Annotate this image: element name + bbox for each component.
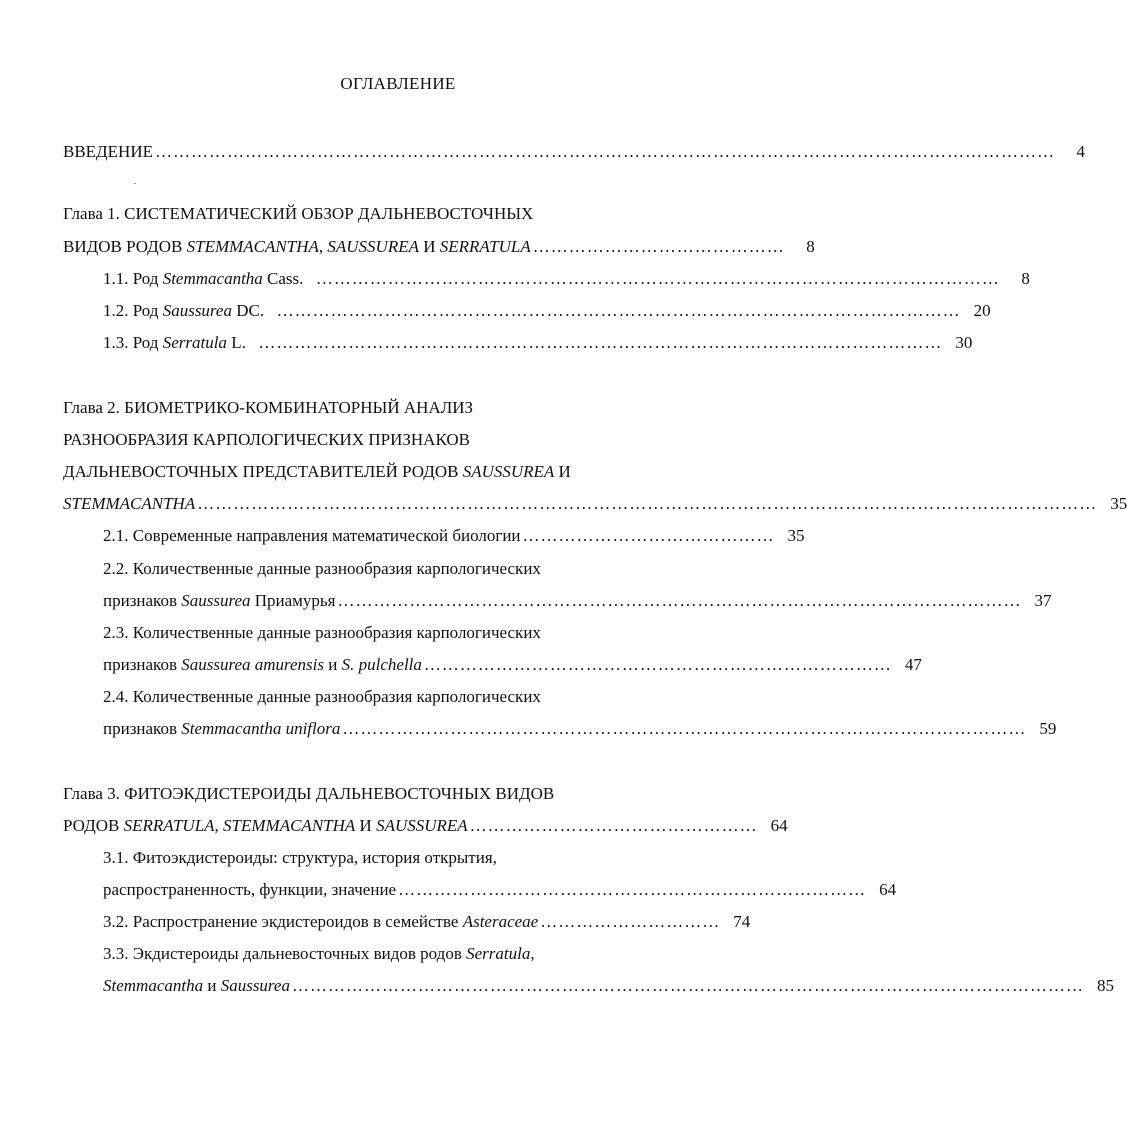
dot-leader: …………………………………………………………………………………………………………………………………… [197,494,1098,513]
toc-entry-1-3[interactable]: 1.3. Род Serratula L. …………………………………………………………………………………………………… 30 [103,331,680,355]
page-title: ОГЛАВЛЕНИЕ [340,74,456,93]
dot-leader: ………………………… [540,912,721,931]
toc-entry-label: ВВЕДЕНИЕ [63,142,153,161]
dot-leader: …………………………………… [532,237,785,256]
dot-leader: …………………………………………………………………… [398,880,867,899]
chapter-3-heading[interactable]: Глава 3. ФИТОЭКДИСТЕРОИДЫ ДАЛЬНЕВОСТОЧНЫХ ВИДОВ [63,784,555,803]
dot-leader: …………………………………… [522,526,775,545]
page-number: 35 [787,526,805,545]
toc-entry-2-3[interactable]: 2.3. Количественные данные разнообразия карпологических [103,623,541,642]
dot-leader: …………………………………………………………………………………………………… [337,591,1022,610]
toc-entry-1-2[interactable]: 1.2. Род Saussurea DC. …………………………………………………………………………………………………… 20 [103,299,680,323]
toc-entry-2-3-cont[interactable]: признаков Saussurea amurensis и S. pulchella …………………………………………………………………… 47 [103,653,680,677]
toc-entry-2-4-cont[interactable]: признаков Stemmacantha uniflora …………………………………………………………………………………………………… 59 [103,717,680,741]
dot-leader: …………………………………………………………………………………………………… [305,269,1000,288]
dot-leader: …………………………………………………………………………………………………………………………………… [154,142,1055,161]
page-number: 37 [1034,591,1052,610]
chapter-2-heading-end[interactable]: STEMMACANTHA …………………………………………………………………………………………………………………………………… 35 [63,492,680,516]
dot-leader: ………………………………………… [469,816,758,835]
page-number: 35 [1110,494,1127,513]
toc-entry-2-2-cont[interactable]: признаков Saussurea Приамурья …………………………………………………………………………………………………… 37 [103,589,680,613]
toc-entry-intro[interactable] [63,140,1085,164]
dot-leader: …………………………………………………………………………………………………………………… [291,976,1084,995]
toc-entry-3-3-cont[interactable]: Stemmacantha и Saussurea …………………………………………………………………………………………………………………… 85 [103,974,680,998]
chapter-1-heading[interactable]: Глава 1. СИСТЕМАТИЧЕСКИЙ ОБЗОР ДАЛЬНЕВОСТОЧНЫХ [63,204,534,223]
dot-leader: …………………………………………………………………………………………………… [342,719,1027,738]
chapter-1-heading-cont[interactable]: ВИДОВ РОДОВ STEMMACANTHA, SAUSSUREA И SERRATULA …………………………………… 8 [63,235,680,259]
toc-entry-3-2[interactable]: 3.2. Распространение экдистероидов в семействе Asteraceae ………………………… 74 [103,910,680,934]
chapter-2-heading[interactable]: Глава 2. БИОМЕТРИКО-КОМБИНАТОРНЫЙ АНАЛИЗ [63,398,474,417]
toc-entry-2-1[interactable]: 2.1. Современные направления математической биологии …………………………………… 35 [103,524,680,548]
page-number: 47 [904,655,922,674]
page-number: 64 [879,880,897,899]
toc-entry-1-1[interactable]: 1.1. Род Stemmacantha Cass. …………………………………………………………………………………………………… 8 [103,267,680,291]
toc-entry-2-2[interactable]: 2.2. Количественные данные разнообразия карпологических [103,559,541,578]
toc-entry-3-1-cont[interactable]: распространенность, функции, значение …………………………………………………………………… 64 [103,878,680,902]
chapter-2-heading-cont[interactable]: ДАЛЬНЕВОСТОЧНЫХ ПРЕДСТАВИТЕЛЕЙ РОДОВ SAUSSUREA И [63,462,571,481]
page-number: 74 [733,912,751,931]
page-number: 4 [1076,142,1085,161]
dot-leader: …………………………………………………………………………………………………… [266,301,961,320]
toc-entry-3-1[interactable]: 3.1. Фитоэкдистероиды: структура, история открытия, [103,848,497,867]
page-number: 64 [770,816,788,835]
page-number: 8 [806,237,815,256]
page-number: 85 [1096,976,1114,995]
page-number: 20 [973,301,991,320]
toc-entry-3-3[interactable]: 3.3. Экдистероиды дальневосточных видов родов Serratula, [103,944,535,963]
page-number: 30 [955,333,973,352]
dot-leader: …………………………………………………………………………………………………… [247,333,943,352]
toc-entry-2-4[interactable]: 2.4. Количественные данные разнообразия карпологических [103,687,541,706]
page-number: 59 [1039,719,1057,738]
scan-speck [134,183,136,184]
dot-leader: …………………………………………………………………… [423,655,892,674]
page-number: 8 [1021,269,1030,288]
chapter-3-heading-cont[interactable]: РОДОВ SERRATULA, STEMMACANTHA И SAUSSUREA ………………………………………… 64 [63,814,680,838]
chapter-2-heading-cont[interactable]: РАЗНООБРАЗИЯ КАРПОЛОГИЧЕСКИХ ПРИЗНАКОВ [63,430,470,449]
